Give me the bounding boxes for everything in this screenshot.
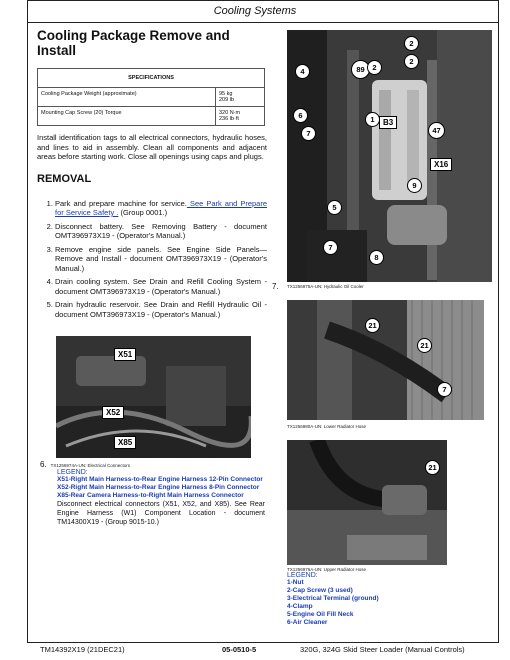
section-header: Cooling Systems: [213, 5, 297, 17]
legend-item: X51-Right Main Harness-to-Rear Engine Harness 12-Pin Connector: [57, 476, 263, 483]
step-text: Park and prepare machine for service.: [55, 198, 187, 208]
spec-value: [216, 107, 265, 126]
step-text: (Group 0001.): [118, 208, 168, 217]
legend-item: 2-Cap Screw (3 used): [287, 587, 353, 594]
callout-x85: X85: [114, 436, 136, 449]
spec-value-imperial: 236 lb·ft: [219, 116, 239, 122]
electrical-connectors-photo: [56, 336, 251, 458]
callout-7: 7: [437, 382, 452, 397]
photo-caption: TX1256975A-UN: Hydraulic Oil Cooler: [287, 284, 364, 289]
callout-6: 6: [293, 108, 308, 123]
photo-illustration: [287, 300, 484, 420]
photo-caption: TX1256980A-UN: Lower Radiator Hose: [287, 424, 367, 429]
step-7-number: 7.: [272, 282, 279, 291]
callout-7: 7: [323, 240, 338, 255]
footer-model: 320G, 324G Skid Steer Loader (Manual Controls): [300, 645, 465, 654]
step-6: [40, 460, 265, 527]
list-item: 4. Drain cooling system. See Drain and Refill Cooling System - document OMT396973X19 - (Operator's Manual.): [55, 277, 267, 296]
step-7-legend: [287, 567, 487, 627]
step-6-number: 6.: [40, 460, 47, 469]
legend-item: X85-Rear Camera Harness-to-Right Main Harness Connector: [57, 492, 244, 499]
upper-radiator-hose-photo: [287, 440, 447, 565]
list-item: 5. Drain hydraulic reservoir. See Drain and Refill Hydraulic Oil - document OMT396973X19 - (Operator's Manual.): [55, 300, 267, 319]
header-divider: [27, 22, 499, 23]
callout-1: 1: [365, 112, 380, 127]
legend-title: LEGEND:: [287, 572, 318, 579]
footer-document-id: TM14392X19 (21DEC21): [40, 645, 125, 654]
legend-item: 5-Engine Oil Fill Neck: [287, 611, 354, 618]
callout-x52: X52: [102, 406, 124, 419]
photo-illustration: [287, 30, 492, 282]
park-prepare-link[interactable]: See Park and Prepare for Service Safety .: [55, 198, 268, 217]
legend-item: 6-Air Cleaner: [287, 619, 328, 626]
legend-item: 3-Electrical Terminal (ground): [287, 595, 379, 602]
list-item: 2. Disconnect battery. See Removing Battery - document OMT396973X19 - (Operator's Manual.): [55, 222, 267, 241]
list-item: 3. Remove engine side panels. See Engine Side Panels—Remove and Install - document OMT396973X19 - (Operator's Manual.): [55, 245, 267, 274]
spec-heading: SPECIFICATIONS: [38, 69, 265, 88]
footer-page-number: 05-0510-5: [222, 645, 257, 654]
table-row: [38, 107, 265, 126]
legend-item: 4-Clamp: [287, 603, 313, 610]
callout-9: 9: [407, 178, 422, 193]
photo-illustration: [56, 336, 251, 458]
step-6-text: Disconnect electrical connectors (X51, X52, and X85). See Rear Engine Harness (W1) Component Location - document TM14300X19 - (Group 9015-10.): [57, 501, 265, 526]
page-title: Cooling Package Remove and Install: [37, 28, 230, 58]
spec-value-imperial: 209 lb: [219, 97, 234, 103]
callout-2: 2: [404, 36, 419, 51]
photo-illustration: [287, 440, 447, 565]
callout-5: 5: [327, 200, 342, 215]
legend-item: 1-Nut: [287, 579, 304, 586]
spec-value-metric: 320 N·m: [219, 110, 241, 116]
removal-heading: REMOVAL: [37, 172, 92, 185]
spec-value: [216, 88, 265, 107]
list-item: [55, 199, 267, 218]
removal-steps: [37, 199, 267, 320]
callout-x51: X51: [114, 348, 136, 361]
left-column: [37, 28, 267, 323]
spec-value-metric: 95 kg: [219, 91, 233, 97]
spec-label: Mounting Cap Screw (20) Torque: [38, 107, 216, 126]
intro-paragraph: Install identification tags to all electrical connectors, hydraulic hoses, and lines to aid in assembly. Clean all components and adjacent areas before starting work. Close all openings using caps and plugs.: [37, 133, 267, 161]
callout-21: 21: [425, 460, 440, 475]
photo-caption: TX1256976A-UN: Upper Radiator Hose: [287, 567, 367, 572]
callout-89: 89: [351, 60, 370, 79]
callout-2: 2: [367, 60, 382, 75]
callout-21: 21: [365, 318, 380, 333]
callout-2: 2: [404, 54, 419, 69]
callout-8: 8: [369, 250, 384, 265]
photo-caption: TX1256974A-UN: Electrical Connectors: [50, 463, 130, 468]
specifications-table: [37, 68, 265, 126]
legend-item: X52-Right Main Harness-to-Rear Engine Harness 8-Pin Connector: [57, 484, 260, 491]
callout-x16: X16: [430, 158, 452, 171]
table-row: [38, 88, 265, 107]
callout-21: 21: [417, 338, 432, 353]
callout-4: 4: [295, 64, 310, 79]
callout-47: 47: [428, 122, 445, 139]
callout-b3: B3: [379, 116, 397, 129]
lower-radiator-hose-photo: [287, 300, 484, 420]
callout-7: 7: [301, 126, 316, 141]
hydraulic-oil-cooler-photo: [287, 30, 492, 282]
legend-title: LEGEND:: [57, 469, 88, 476]
spec-label: Cooling Package Weight (approximate): [38, 88, 216, 107]
